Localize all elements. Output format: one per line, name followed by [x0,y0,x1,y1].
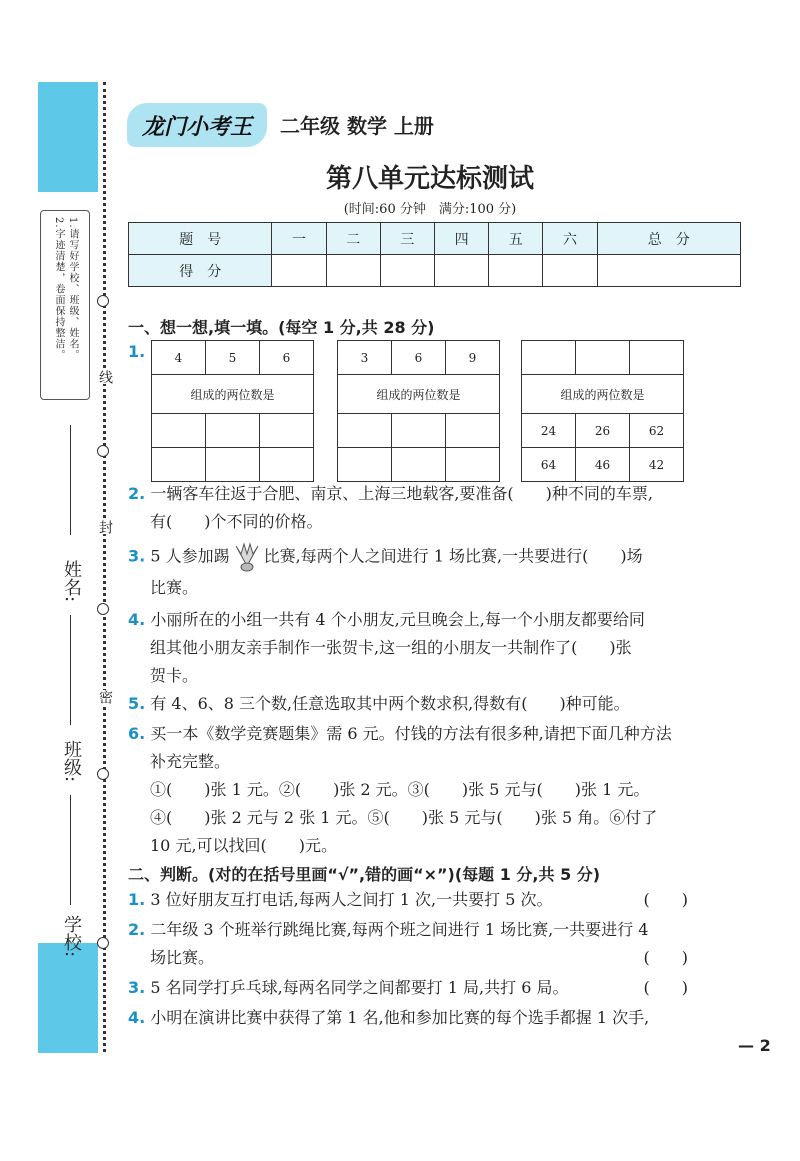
school-line [70,795,71,905]
grid-number: 24 [522,414,576,448]
q1-num: 1. [128,342,146,361]
grid-number: 26 [576,414,630,448]
score-cell[interactable] [543,255,597,287]
cut-word-feng: 封 [97,520,113,534]
judge-item-2 [128,916,748,972]
score-cell[interactable] [597,255,740,287]
judge-item-1 [128,886,748,914]
grid-digit: 9 [446,341,500,375]
cut-word-mi: 密 [97,690,113,704]
grid-answer[interactable] [392,448,446,482]
margin-color-block-bottom [38,943,98,1053]
grid-digit[interactable] [576,341,630,375]
class-label: 班级: [61,740,82,783]
q2-line1: 一辆客车往返于合肥、南京、上海三地载客,要准备( )种不同的车票, [150,484,653,503]
grid-caption: 组成的两位数是 [522,375,684,414]
grid-number: 62 [630,414,684,448]
section2-heading: 二、判断。(对的在括号里画“√”,错的画“×”)(每题 1 分,共 5 分) [128,865,601,884]
name-label: 姓名: [61,560,82,603]
judge-text: 5 名同学打乒乓球,每两名同学之间都要打 1 局,共打 6 局。 [150,978,569,997]
grid-digit: 5 [206,341,260,375]
q6-line4: ④( )张 2 元与 2 张 1 元。⑤( )张 5 元与( )张 5 角。⑥付了 [150,808,658,827]
score-cell[interactable] [380,255,434,287]
notice-line-2: 2.字迹清楚，卷面保持整洁。 [53,217,64,361]
score-header: 四 [435,223,489,255]
score-header: 二 [326,223,380,255]
q2-line2: 有( )个不同的价格。 [150,512,323,531]
grid-answer[interactable] [392,414,446,448]
score-cell[interactable] [326,255,380,287]
grid-answer[interactable] [152,414,206,448]
grid-number: 46 [576,448,630,482]
judge-num: 1. [128,890,146,909]
judge-num: 4. [128,1008,146,1027]
school-label: 学校: [61,915,82,958]
section1-heading: 一、想一想,填一填。(每空 1 分,共 28 分) [128,318,435,337]
grid-digit[interactable] [522,341,576,375]
answer-bracket[interactable]: ( ) [643,948,688,967]
grid-answer[interactable] [338,414,392,448]
grid-answer[interactable] [206,414,260,448]
digit-grid-2 [337,340,500,482]
shuttlecock-icon [230,540,264,574]
grid-number: 64 [522,448,576,482]
q3-post: 比赛,每两个人之间进行 1 场比赛,一共要进行( )场 [263,546,643,566]
q6-line5: 10 元,可以找回( )元。 [150,836,338,855]
q6-line3: ①( )张 1 元。②( )张 2 元。③( )张 5 元与( )张 1 元。 [150,780,650,799]
score-cell[interactable] [272,255,326,287]
judge-text: 小明在演讲比赛中获得了第 1 名,他和参加比赛的每个选手都握 1 次手, [150,1008,650,1027]
book-subtitle: 二年级 数学 上册 [280,114,434,138]
q4-line1: 小丽所在的小组一共有 4 个小朋友,元旦晚会上,每一个小朋友都要给同 [150,610,645,629]
cut-circle [97,445,109,457]
score-header: 六 [543,223,597,255]
page-title: 第八单元达标测试 [325,164,534,194]
judge-item-4 [128,1004,748,1032]
score-cell[interactable] [435,255,489,287]
q6-line2: 补充完整。 [150,752,231,771]
page-number: — 2 [738,1036,771,1055]
answer-bracket[interactable]: ( ) [643,978,688,997]
score-row-label: 得 分 [129,255,272,287]
q5-text: 有 4、6、8 三个数,任意选取其中两个数求积,得数有( )种可能。 [150,694,630,713]
q4-line2: 组其他小朋友亲手制作一张贺卡,这一组的小朋友一共制作了( )张 [150,638,632,657]
grid-number: 42 [630,448,684,482]
q6-num: 6. [128,724,146,743]
cut-word-xian: 线 [97,370,113,384]
grid-caption: 组成的两位数是 [152,375,314,414]
cut-circle [97,937,109,949]
judge-num: 2. [128,920,146,939]
grid-digit: 6 [260,341,314,375]
question-5 [128,690,748,718]
cut-circle [97,295,109,307]
digit-grid-1 [151,340,314,482]
grid-digit[interactable] [630,341,684,375]
judge-text: 3 位好朋友互打电话,每两人之间打 1 次,一共要打 5 次。 [150,890,553,909]
score-header: 五 [489,223,543,255]
cut-circle [97,603,109,615]
q3-num: 3. [128,546,146,566]
q6-line1: 买一本《数学竞赛题集》需 6 元。付钱的方法有很多种,请把下面几种方法 [150,724,672,743]
digit-grid-3 [521,340,684,482]
score-header: 一 [272,223,326,255]
grid-answer[interactable] [260,448,314,482]
q4-num: 4. [128,610,146,629]
grid-digit: 3 [338,341,392,375]
judge-text-line2: 场比赛。 [150,948,215,967]
notice-line-1: 1.请写好学校、班级、姓名。 [67,217,78,361]
judge-text: 二年级 3 个班举行跳绳比赛,每两个班之间进行 1 场比赛,一共要进行 4 [150,920,649,939]
name-line [70,425,71,535]
cut-line [103,82,106,1052]
cut-circle [97,768,109,780]
score-cell[interactable] [489,255,543,287]
time-info: (时间:60 分钟 满分:100 分) [343,202,517,217]
brand-logo: 龙门小考王 [127,103,267,147]
q3-line2: 比赛。 [150,578,199,597]
grid-digit: 6 [392,341,446,375]
question-3 [128,540,748,602]
grid-answer[interactable] [446,448,500,482]
score-header: 题 号 [129,223,272,255]
question-2 [128,480,748,536]
grid-answer[interactable] [446,414,500,448]
score-header: 总 分 [597,223,740,255]
grid-caption: 组成的两位数是 [338,375,500,414]
q1-number [128,338,148,366]
q2-num: 2. [128,484,146,503]
judge-item-3 [128,974,748,1002]
question-4 [128,606,748,690]
question-6 [128,720,748,860]
score-header: 三 [380,223,434,255]
q3-pre: 5 人参加踢 [150,546,230,566]
grid-answer[interactable] [152,448,206,482]
notice-box [40,210,90,400]
class-line [70,615,71,725]
grid-answer[interactable] [260,414,314,448]
grid-answer[interactable] [338,448,392,482]
q5-num: 5. [128,694,146,713]
answer-bracket[interactable]: ( ) [643,890,688,909]
score-table [128,222,741,287]
q4-line3: 贺卡。 [150,666,199,685]
judge-num: 3. [128,978,146,997]
grid-digit: 4 [152,341,206,375]
grid-answer[interactable] [206,448,260,482]
